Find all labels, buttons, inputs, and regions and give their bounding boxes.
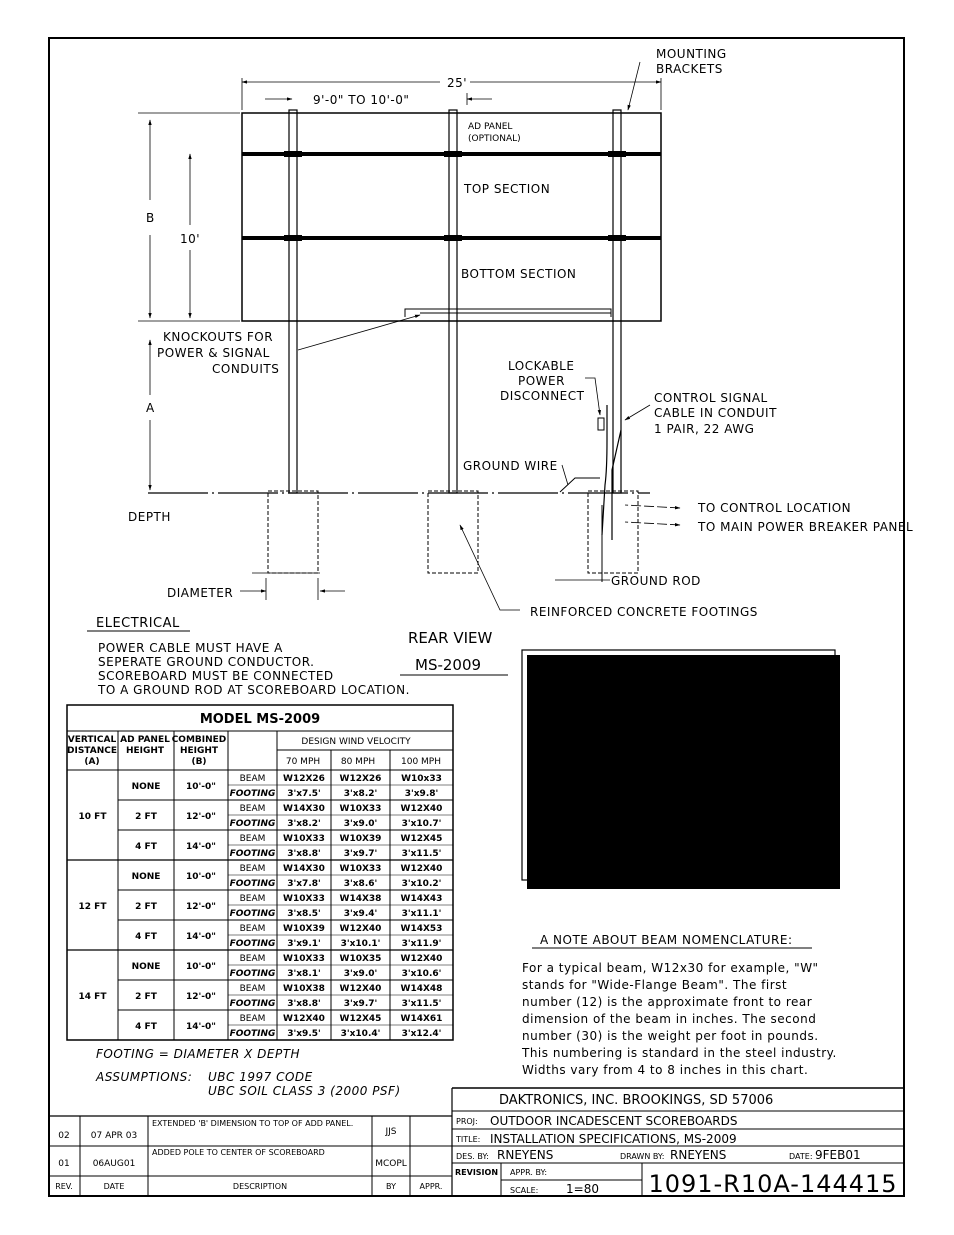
footing-label: FOOTING [229, 879, 276, 889]
footing-size-cell: 3'x11.9' [401, 939, 442, 949]
ad-panel-cell: 2 FT [135, 992, 157, 1002]
ground-wire [560, 478, 600, 492]
svg-text:(B): (B) [191, 757, 207, 767]
svg-text:HEIGHT: HEIGHT [125, 746, 165, 756]
beam-size-cell: W14X30 [283, 864, 325, 874]
beam-size-cell: W10X33 [283, 834, 325, 844]
footing-size-cell: 3'x7.5' [287, 789, 321, 799]
svg-text:REV.: REV. [55, 1182, 73, 1191]
diameter-label: DIAMETER [167, 586, 234, 600]
combined-height-cell: 10'-0" [186, 872, 216, 882]
svg-text:UBC 1997 CODE: UBC 1997 CODE [208, 1070, 313, 1084]
svg-text:ENGINEER. DAKTRONICS DOES NOT: ENGINEER. DAKTRONICS DOES NOT [540, 788, 769, 802]
beam-size-cell: W14X53 [400, 924, 443, 934]
vertical-distance-cell: 14 FT [78, 992, 107, 1002]
beam-size-cell: W12X40 [400, 804, 443, 814]
left-pole [289, 110, 297, 493]
beam-size-cell: W14X43 [400, 894, 443, 904]
beam-size-cell: W12X40 [400, 954, 443, 964]
svg-text:TITLE:: TITLE: [456, 1135, 481, 1144]
beam-size-cell: W10X33 [283, 954, 325, 964]
footing-size-cell: 3'x11.1' [401, 909, 442, 919]
beam-size-cell: W14X61 [400, 1014, 443, 1024]
footing-size-cell: 3'x10.1' [340, 939, 381, 949]
ad-panel-cell: 4 FT [135, 932, 157, 942]
svg-text:80 MPH: 80 MPH [340, 757, 376, 767]
svg-text:SCOREBOARD MUST BE CONNECTED: SCOREBOARD MUST BE CONNECTED [98, 669, 334, 683]
svg-text:PURPOSES.: PURPOSES. [540, 727, 613, 741]
footing-size-cell: 3'x10.7' [401, 819, 442, 829]
svg-text:This numbering is standard in: This numbering is standard in the steel industry. [522, 1046, 837, 1060]
svg-text:1 PAIR, 22 AWG: 1 PAIR, 22 AWG [654, 422, 755, 436]
beam-label: BEAM [239, 1014, 266, 1024]
lockable-disconnect [598, 418, 604, 430]
combined-height-cell: 12'-0" [186, 812, 216, 822]
beam-size-cell: W12X40 [283, 1014, 325, 1024]
svg-text:FOOTING DIMENSIONS ARE SUGGEST: FOOTING DIMENSIONS ARE SUGGESTIONS [540, 659, 812, 673]
svg-text:DRAWN BY:: DRAWN BY: [620, 1152, 665, 1161]
footing-label: FOOTING [229, 789, 276, 799]
svg-text:02: 02 [58, 1131, 70, 1141]
left-footing [268, 491, 318, 573]
ad-panel-cell: 4 FT [135, 1022, 157, 1032]
ad-panel-cell: NONE [131, 782, 161, 792]
view-model: MS-2009 [415, 656, 482, 674]
beam-label: BEAM [239, 834, 266, 844]
knockouts-label: KNOCKOUTS FOR [163, 330, 274, 344]
svg-text:06AUG01: 06AUG01 [92, 1159, 136, 1169]
combined-height-cell: 12'-0" [186, 902, 216, 912]
beam-size-cell: W14X30 [283, 804, 325, 814]
to-main-power-label: TO MAIN POWER BREAKER PANEL [698, 520, 914, 534]
beam-nomenclature-note [521, 933, 837, 1077]
beam-size-cell: W12X45 [339, 1014, 382, 1024]
svg-text:HEIGHT: HEIGHT [179, 746, 219, 756]
svg-text:07 APR 03: 07 APR 03 [90, 1131, 138, 1141]
height-a-label: A [146, 401, 155, 415]
svg-text:DESIGNED BY A STATE LICENCED: DESIGNED BY A STATE LICENCED [540, 771, 753, 785]
svg-text:MCOPL: MCOPL [375, 1159, 407, 1169]
beam-size-cell: W10x33 [401, 774, 442, 784]
footing-size-cell: 3'x9.5' [287, 1029, 321, 1039]
svg-text:JJS: JJS [385, 1127, 397, 1137]
footing-size-cell: 3'x8.2' [287, 819, 321, 829]
ad-panel-cell: NONE [131, 962, 161, 972]
center-footing [428, 491, 478, 573]
table-body [67, 731, 453, 1040]
table-title: MODEL MS-2009 [199, 712, 321, 727]
pole-spacing-dim: 9'-0" TO 10'-0" [313, 93, 410, 107]
svg-text:For a typical beam, W12x30 for: For a typical beam, W12x30 for example, "W" [522, 961, 819, 975]
ad-panel-label: AD PANEL [468, 122, 513, 132]
beam-size-cell: W10X33 [339, 804, 382, 814]
control-signal-label: CONTROL SIGNAL [654, 391, 768, 405]
beam-size-cell: W10X39 [339, 834, 382, 844]
footing-size-cell: 3'x9.4' [343, 909, 378, 919]
spec-table [67, 705, 453, 1040]
electrical-heading: ELECTRICAL [96, 616, 180, 631]
svg-text:BRACKETS: BRACKETS [656, 62, 723, 76]
svg-text:(A): (A) [84, 757, 100, 767]
svg-text:INSTALLATIONS DERIVED FROM THI: INSTALLATIONS DERIVED FROM THIS [540, 822, 776, 836]
revision-block [49, 1088, 452, 1196]
disclaimer-box [522, 650, 840, 889]
beam-size-cell: W10X33 [283, 894, 325, 904]
display-height-dim: 10' [180, 232, 201, 246]
footing-size-cell: 3'x8.8' [287, 999, 321, 1009]
beam-size-cell: W10X35 [339, 954, 382, 964]
assumptions-label: ASSUMPTIONS: [96, 1070, 193, 1084]
beam-note-heading: A NOTE ABOUT BEAM NOMENCLATURE: [540, 933, 793, 947]
beam-label: BEAM [239, 804, 266, 814]
svg-text:INSTALLED BY OTHERS.: INSTALLED BY OTHERS. [540, 856, 691, 870]
footing-label: FOOTING [229, 999, 276, 1009]
svg-text:APPR.: APPR. [419, 1182, 443, 1191]
mounting-brackets-label: MOUNTING [656, 47, 727, 61]
beam-label: BEAM [239, 954, 266, 964]
drawn-by: RNEYENS [670, 1148, 727, 1162]
overall-width-dim: 25' [447, 76, 468, 90]
scale-value: 1=80 [566, 1182, 599, 1196]
ground-rod-label: GROUND ROD [611, 574, 701, 588]
footing-size-cell: 3'x9.0' [343, 819, 378, 829]
svg-text:ASSUME ANY LIABILITY FOR ANY: ASSUME ANY LIABILITY FOR ANY [540, 805, 749, 819]
electrical-notes [87, 616, 410, 697]
beam-label: BEAM [239, 894, 266, 904]
footing-size-cell: 3'x10.2' [401, 879, 442, 889]
lockable-label: LOCKABLE [508, 359, 575, 373]
svg-text:01: 01 [58, 1159, 70, 1169]
svg-text:DATE:: DATE: [789, 1152, 813, 1161]
svg-text:dimension of the beam in inche: dimension of the beam in inches. The second [522, 1012, 817, 1026]
footing-size-cell: 3'x10.4' [340, 1029, 381, 1039]
svg-text:POWER CABLE MUST HAVE A: POWER CABLE MUST HAVE A [98, 641, 283, 655]
svg-text:ADDED POLE TO CENTER OF SCOREB: ADDED POLE TO CENTER OF SCOREBOARD [152, 1148, 325, 1157]
footing-size-cell: 3'x8.6' [343, 879, 378, 889]
beam-size-cell: W10X38 [283, 984, 325, 994]
title-block [452, 1088, 904, 1198]
svg-text:POWER & SIGNAL: POWER & SIGNAL [157, 346, 270, 360]
svg-text:number (12) is the approximate: number (12) is the approximate front to rear [522, 995, 813, 1009]
beam-size-cell: W12X45 [400, 834, 443, 844]
footing-size-cell: 3'x9.1' [287, 939, 321, 949]
svg-text:PROJ:: PROJ: [456, 1117, 478, 1126]
svg-text:CABLE IN CONDUIT: CABLE IN CONDUIT [654, 406, 777, 420]
combined-height-cell: 12'-0" [186, 992, 216, 1002]
footings-label: REINFORCED CONCRETE FOOTINGS [530, 605, 758, 619]
beam-label: BEAM [239, 924, 266, 934]
combined-height-cell: 14'-0" [186, 932, 216, 942]
footing-size-cell: 3'x9.7' [343, 999, 378, 1009]
to-control-label: TO CONTROL LOCATION [698, 501, 852, 515]
svg-text:APPR. BY:: APPR. BY: [510, 1168, 548, 1177]
svg-text:SCALE:: SCALE: [510, 1186, 539, 1195]
beam-size-cell: W12X40 [400, 864, 443, 874]
footing-size-cell: 3'x11.5' [401, 849, 442, 859]
footing-size-cell: 3'x11.5' [401, 999, 442, 1009]
ad-panel-cell: NONE [131, 872, 161, 882]
footing-label: FOOTING [229, 909, 276, 919]
svg-text:ESTIMATING INSTALLATION COSTS,: ESTIMATING INSTALLATION COSTS, AND [540, 693, 797, 707]
vertical-distance-cell: 10 FT [78, 812, 107, 822]
wind-header: DESIGN WIND VELOCITY [301, 737, 411, 747]
drawing-number: 1091-R10A-144415 [648, 1170, 898, 1198]
svg-text:Widths vary from 4 to 8 inches: Widths vary from 4 to 8 inches in this chart. [522, 1063, 809, 1077]
svg-text:EXTENDED 'B' DIMENSION TO TOP: EXTENDED 'B' DIMENSION TO TOP OF ADD PANEL. [152, 1119, 354, 1128]
footing-label: FOOTING [229, 969, 276, 979]
mounting-brackets [284, 151, 626, 241]
svg-text:100 MPH: 100 MPH [401, 757, 441, 767]
bottom-section-label: BOTTOM SECTION [461, 267, 577, 281]
footing-size-cell: 3'x7.8' [287, 879, 321, 889]
scoreboard-panel [242, 113, 661, 321]
footing-size-cell: 3'x9.8' [404, 789, 439, 799]
beam-label: BEAM [239, 864, 266, 874]
svg-text:UBC SOIL CLASS 3 (2000 PSF): UBC SOIL CLASS 3 (2000 PSF) [208, 1084, 401, 1098]
svg-text:CONDUITS: CONDUITS [212, 362, 280, 376]
ground-wire-label: GROUND WIRE [463, 459, 558, 473]
svg-text:ONLY, PROVIDED TO ASSIST WITH: ONLY, PROVIDED TO ASSIST WITH [540, 676, 758, 690]
designed-by: RNEYENS [497, 1148, 554, 1162]
beam-size-cell: W12X40 [339, 984, 382, 994]
top-section-label: TOP SECTION [464, 182, 551, 196]
beam-label: BEAM [239, 984, 266, 994]
svg-text:TO A GROUND ROD AT SCOREBOARD: TO A GROUND ROD AT SCOREBOARD LOCATION. [98, 683, 410, 697]
leader-lines [298, 62, 680, 610]
beam-size-cell: W12X26 [283, 774, 325, 784]
svg-text:INFORMATION OR DESIGNED AND: INFORMATION OR DESIGNED AND [540, 839, 757, 853]
footing-size-cell: 3'x9.7' [343, 849, 378, 859]
svg-text:number (30) is the weight per: number (30) is the weight per foot in pounds. [522, 1029, 819, 1043]
combined-height-cell: 14'-0" [186, 1022, 216, 1032]
combined-height-cell: 10'-0" [186, 782, 216, 792]
drawing-title: INSTALLATION SPECIFICATIONS, MS-2009 [490, 1132, 737, 1146]
ad-panel-cell: 4 FT [135, 842, 157, 852]
combined-height-cell: 10'-0" [186, 962, 216, 972]
company-name: DAKTRONICS, INC. BROOKINGS, SD 57006 [499, 1093, 774, 1108]
footing-size-cell: 3'x9.0' [343, 969, 378, 979]
beam-size-cell: W14X48 [400, 984, 443, 994]
vertical-distance-cell: 12 FT [78, 902, 107, 912]
beam-size-cell: W12X26 [339, 774, 382, 784]
footing-size-cell: 3'x8.8' [287, 849, 321, 859]
drawing-date: 9FEB01 [815, 1148, 861, 1162]
footing-label: FOOTING [229, 849, 276, 859]
beam-size-cell: W14X38 [339, 894, 382, 904]
svg-text:DISTANCE: DISTANCE [67, 746, 117, 756]
svg-text:70 MPH: 70 MPH [285, 757, 321, 767]
svg-text:(OPTIONAL): (OPTIONAL) [468, 134, 521, 144]
svg-text:POWER: POWER [518, 374, 565, 388]
project-name: OUTDOOR INCADESCENT SCOREBOARDS [490, 1114, 738, 1128]
depth-label: DEPTH [128, 510, 171, 524]
beam-size-cell: W10X39 [283, 924, 325, 934]
footing-size-cell: 3'x8.1' [287, 969, 321, 979]
footing-label: FOOTING [229, 819, 276, 829]
combined-height-cell: 14'-0" [186, 842, 216, 852]
svg-text:stands for "Wide-Flange Beam".: stands for "Wide-Flange Beam". The first [522, 978, 788, 992]
right-footing [588, 491, 638, 573]
svg-text:BY: BY [386, 1182, 396, 1191]
svg-text:SEPERATE GROUND CONDUCTOR.: SEPERATE GROUND CONDUCTOR. [98, 655, 315, 669]
ad-panel-cell: 2 FT [135, 902, 157, 912]
footing-size-cell: 3'x8.5' [287, 909, 321, 919]
view-title: REAR VIEW [408, 629, 493, 647]
footing-size-cell: 3'x8.2' [343, 789, 378, 799]
svg-text:ARE NOT INTENDED FOR CONSTRUCT: ARE NOT INTENDED FOR CONSTRUCTION [540, 710, 806, 724]
footing-formula: FOOTING = DIAMETER X DEPTH [96, 1047, 301, 1061]
footing-size-cell: 3'x12.4' [401, 1029, 442, 1039]
center-pole [449, 110, 457, 493]
beam-size-cell: W10X33 [339, 864, 382, 874]
height-b-label: B [146, 211, 155, 225]
ad-panel-cell: 2 FT [135, 812, 157, 822]
svg-text:DATE: DATE [103, 1182, 125, 1191]
svg-text:AD PANEL: AD PANEL [120, 735, 170, 745]
svg-text:VERTICAL: VERTICAL [67, 735, 117, 745]
svg-text:DESCRIPTION: DESCRIPTION [232, 1182, 288, 1191]
footing-size-cell: 3'x10.6' [401, 969, 442, 979]
svg-text:DISCONNECT: DISCONNECT [500, 389, 585, 403]
svg-text:DES. BY:: DES. BY: [456, 1152, 489, 1161]
beam-label: BEAM [239, 774, 266, 784]
footing-label: FOOTING [229, 939, 276, 949]
footing-label: FOOTING [229, 1029, 276, 1039]
svg-text:COLUMNS AND FOOTINGS MUST BE: COLUMNS AND FOOTINGS MUST BE [540, 754, 768, 768]
svg-text:REVISION: REVISION [455, 1168, 499, 1177]
beam-size-cell: W12X40 [339, 924, 382, 934]
support-poles [289, 110, 621, 493]
svg-text:COMBINED: COMBINED [171, 735, 227, 745]
